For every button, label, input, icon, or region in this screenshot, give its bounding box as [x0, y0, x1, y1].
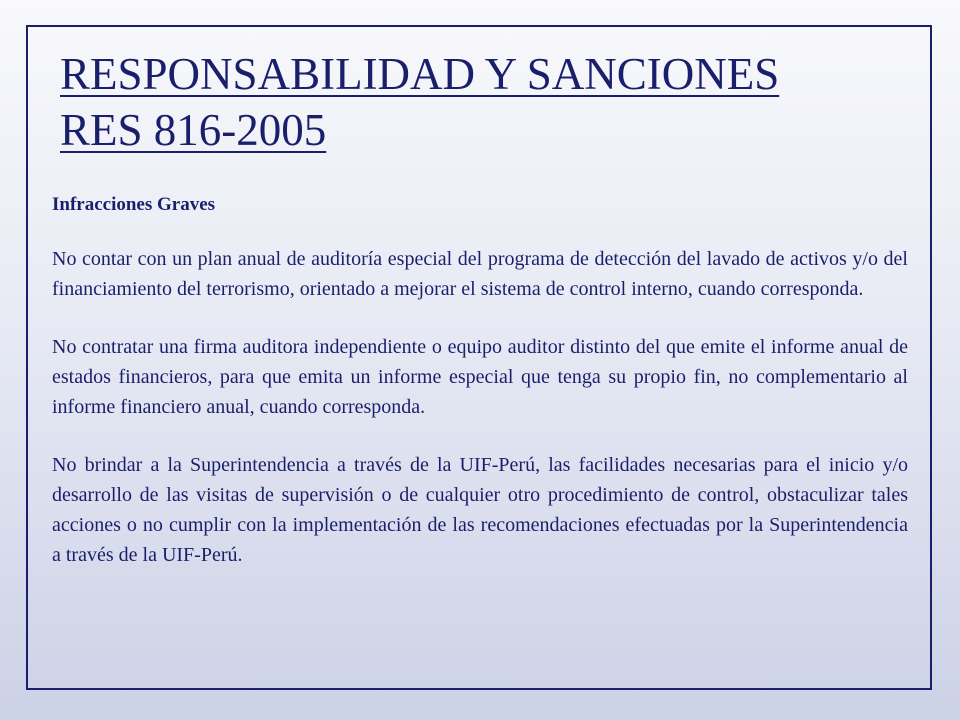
title-line-1: RESPONSABILIDAD Y SANCIONES — [60, 49, 780, 99]
paragraph-2: No contratar una firma auditora independiente o equipo auditor distinto del que emite el informe anual de estados financieros, para que emita un informe especial que tenga su propio fin, no complementario al informe financiero anual, cuando corresponda. — [52, 336, 908, 418]
section-heading: Infracciones Graves — [52, 194, 216, 215]
paragraph-3: No brindar a la Superintendencia a través de la UIF-Perú, las facilidades necesarias para el inicio y/o desarrollo de las visitas de supervisión o de cualquier otro procedimiento de control, obstaculizar tales acciones o no cumplir con la implementación de las recomendaciones efectuadas por la Superintendencia a través de la UIF-Perú. — [52, 454, 908, 566]
title-line-2: RES 816-2005 — [60, 105, 327, 155]
paragraph-1: No contar con un plan anual de auditoría especial del programa de detección del lavado de activos y/o del financiamiento del terrorismo, orientado a mejorar el sistema de control interno, cuando corresponda. — [52, 248, 908, 300]
slide-body — [52, 190, 908, 598]
slide-title — [60, 46, 779, 158]
